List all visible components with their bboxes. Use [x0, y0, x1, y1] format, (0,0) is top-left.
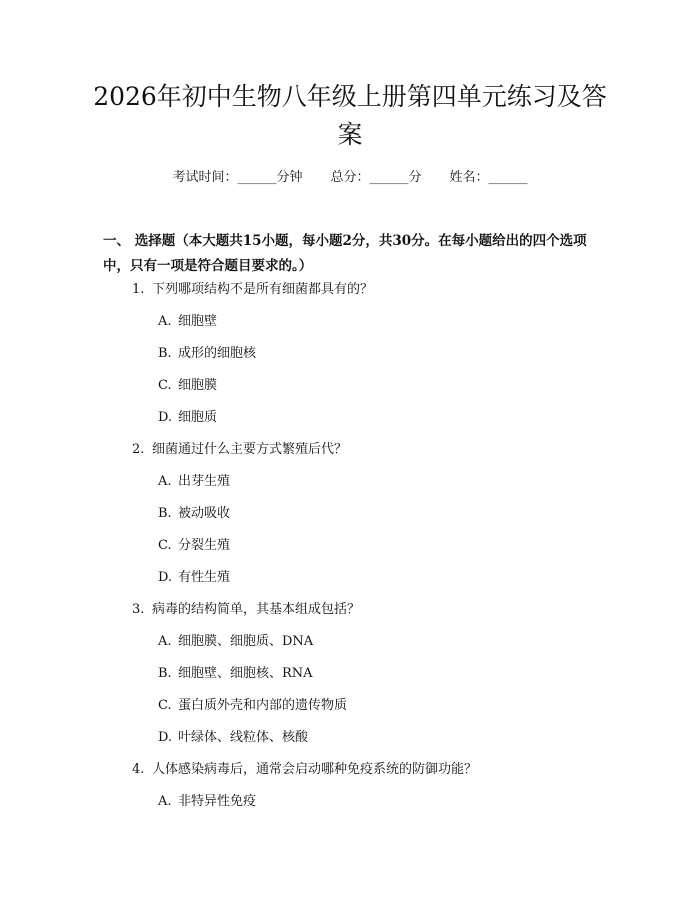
option-letter: A. [158, 474, 172, 489]
option-item [158, 473, 230, 491]
option-text: 成形的细胞核 [178, 346, 257, 361]
option-letter: B. [158, 346, 172, 361]
option-item [158, 569, 230, 587]
option-item [158, 313, 217, 331]
option-text: 细胞膜、细胞质、DNA [178, 634, 314, 649]
option-text: 有性生殖 [178, 570, 231, 585]
question-text: 人体感染病毒后，通常会启动哪种免疫系统的防御功能？ [152, 762, 478, 777]
question-item [132, 441, 347, 459]
option-item [158, 377, 217, 395]
option-text: 非特异性免疫 [178, 794, 257, 809]
question-item [132, 601, 360, 619]
option-letter: C. [158, 698, 172, 713]
option-text: 细胞质 [178, 410, 218, 425]
option-letter: A. [158, 634, 172, 649]
option-item [158, 633, 313, 651]
exam-time-field: 考试时间：______分钟 [172, 170, 303, 185]
option-text: 细胞壁、细胞核、RNA [178, 666, 313, 681]
question-number: 2. [132, 442, 145, 457]
option-item [158, 665, 313, 683]
question-number: 3. [132, 602, 145, 617]
question-text: 病毒的结构简单，其基本组成包括？ [152, 602, 361, 617]
question-item [132, 281, 373, 299]
option-item [158, 505, 230, 523]
option-letter: D. [158, 570, 173, 585]
option-letter: A. [158, 314, 172, 329]
option-item [158, 409, 217, 427]
option-item [158, 537, 230, 555]
option-item [158, 345, 256, 363]
option-text: 出芽生殖 [178, 474, 231, 489]
option-text: 蛋白质外壳和内部的遗传物质 [178, 698, 348, 713]
option-letter: D. [158, 730, 173, 745]
exam-meta-line [0, 169, 700, 187]
question-item [132, 761, 477, 779]
option-letter: B. [158, 666, 172, 681]
option-text: 细胞壁 [178, 314, 218, 329]
option-item [158, 729, 308, 747]
total-score-field: 总分：______分 [330, 170, 422, 185]
option-item [158, 697, 347, 715]
option-letter: B. [158, 506, 172, 521]
option-text: 叶绿体、线粒体、核酸 [178, 730, 309, 745]
page-title: 2026年初中生物八年级上册第四单元练习及答案 [93, 82, 607, 149]
question-number: 4. [132, 762, 145, 777]
option-text: 细胞膜 [178, 378, 218, 393]
option-text: 分裂生殖 [178, 538, 231, 553]
option-item [158, 793, 256, 811]
option-letter: D. [158, 410, 173, 425]
option-letter: C. [158, 378, 172, 393]
question-text: 下列哪项结构不是所有细菌都具有的？ [152, 282, 374, 297]
option-letter: A. [158, 794, 172, 809]
option-letter: C. [158, 538, 172, 553]
question-number: 1. [132, 282, 145, 297]
option-text: 被动吸收 [178, 506, 231, 521]
question-text: 细菌通过什么主要方式繁殖后代？ [152, 442, 348, 457]
section-heading: 一、 选择题（本大题共15小题，每小题2分，共30分。在每小题给出的四个选项中，只有一项是符合题目要求的。） [103, 233, 587, 274]
student-name-field: 姓名：______ [449, 170, 528, 185]
